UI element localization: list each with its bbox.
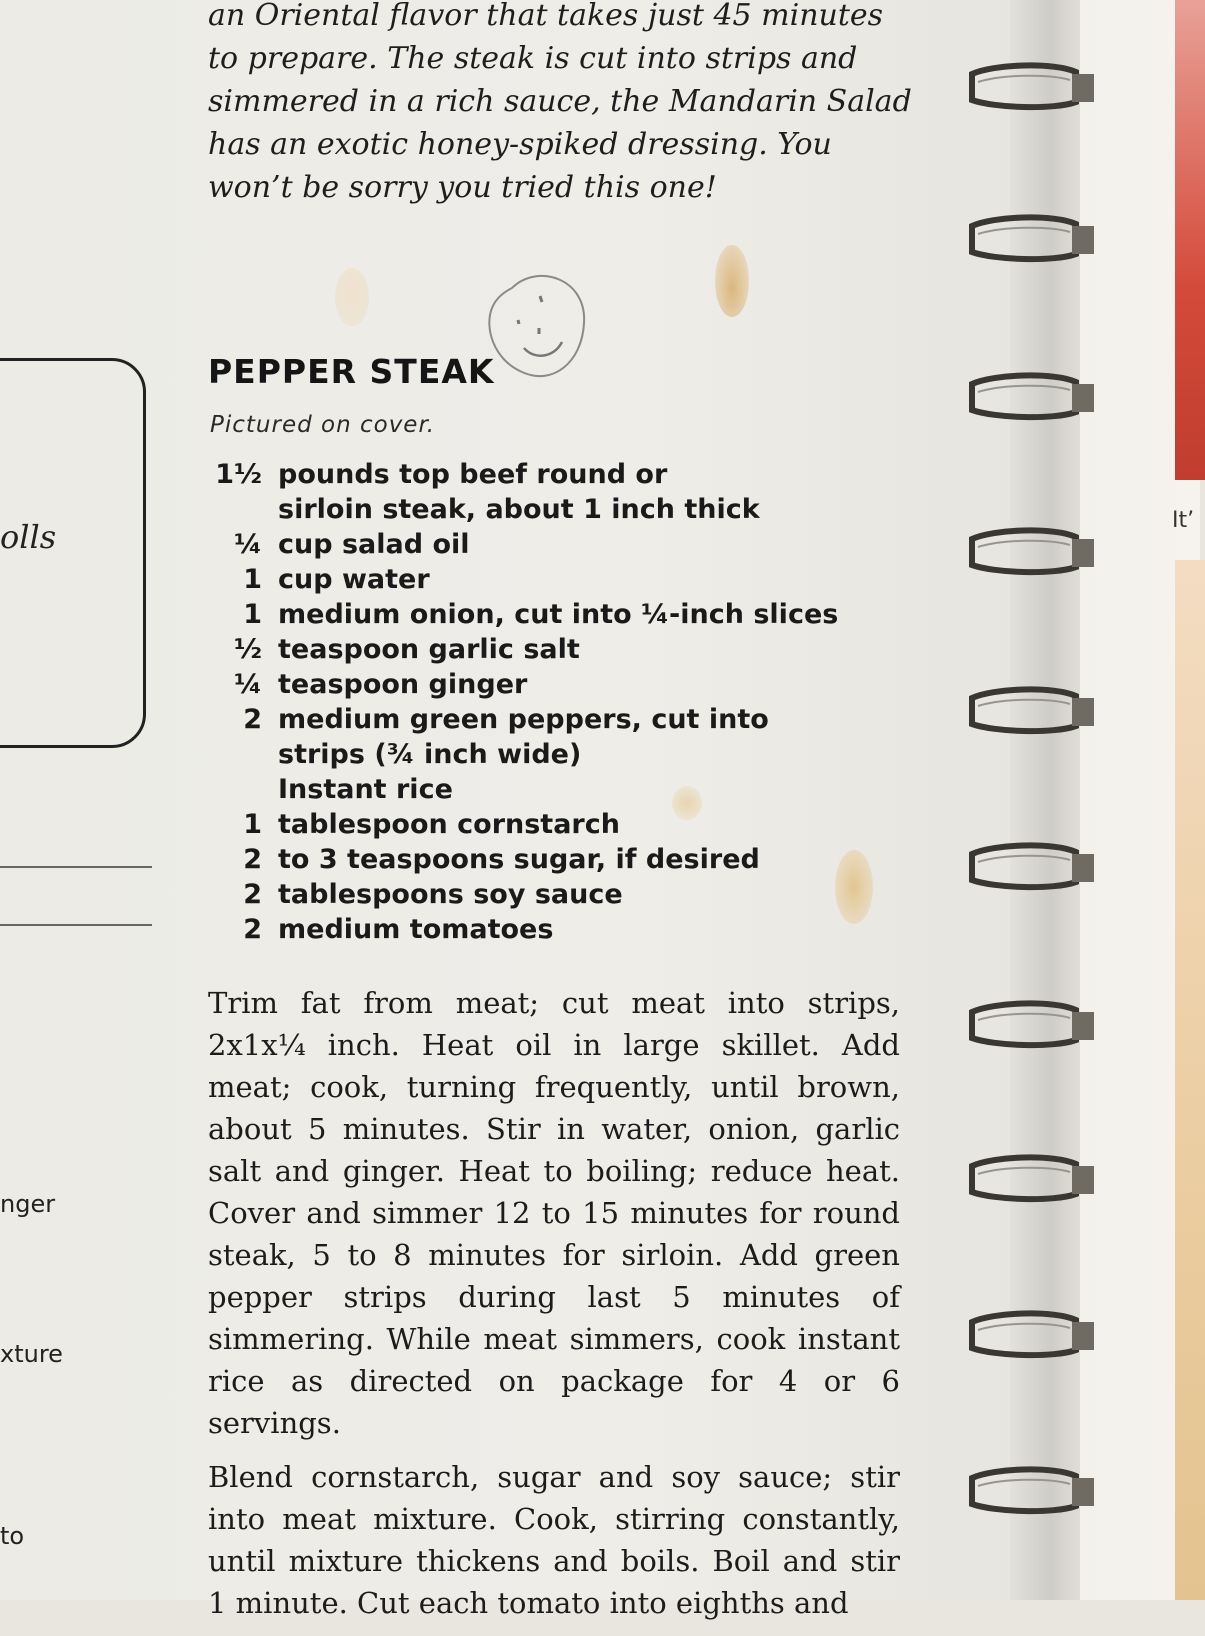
ingredient-desc: medium onion, cut into ¼-inch slices (278, 599, 839, 630)
direction-paragraph: Blend cornstarch, sugar and soy sauce; stir into meat mixture. Cook, stirring constantly, until mixture thickens and boils. Boil and stir 1 minute. Cut each tomato into eighths and (208, 1460, 900, 1620)
grease-stain (715, 245, 749, 317)
ingredient-qty: 1½ (215, 459, 262, 490)
spiral-ring-icon (972, 1313, 1094, 1355)
spiral-ring-icon (972, 65, 1094, 107)
adjacent-page-text: It’ (1172, 508, 1195, 533)
pencil-smiley-icon (482, 268, 592, 388)
intro-paragraph (208, 0, 928, 209)
ingredient-desc: Instant rice (278, 774, 453, 805)
spiral-ring-icon (972, 845, 1094, 887)
ingredient-qty: 2 (243, 914, 262, 945)
cover-photo-edge (1175, 0, 1205, 480)
ingredient-desc: sirloin steak, about 1 inch thick (278, 494, 760, 525)
ingredient-qty: 1 (243, 564, 262, 595)
divider-rule (0, 924, 152, 926)
ingredient-desc: cup water (278, 564, 430, 595)
intro-line: an Oriental flavor that takes just 45 minutes (208, 0, 884, 33)
adjacent-text-fragment: xture (0, 1340, 63, 1368)
adjacent-text-fragment: nger (0, 1190, 56, 1218)
ingredient-desc: to 3 teaspoons sugar, if desired (278, 844, 760, 875)
spiral-ring-icon (972, 1469, 1094, 1511)
spiral-ring-icon (972, 375, 1094, 417)
recipe-title: PEPPER STEAK (208, 352, 495, 391)
spiral-ring-icon (972, 217, 1094, 259)
ingredient-qty (208, 492, 278, 527)
adjacent-box-text: olls (0, 518, 57, 556)
ingredient-qty: 2 (243, 844, 262, 875)
ingredient-desc: teaspoon ginger (278, 669, 528, 700)
grease-stain (335, 268, 369, 326)
recipe-directions (208, 982, 900, 1636)
spiral-ring-icon (972, 530, 1094, 572)
ingredient-item (208, 807, 908, 842)
ingredient-item (208, 702, 908, 737)
ingredient-qty: ¼ (234, 669, 262, 700)
ingredient-desc: medium tomatoes (278, 914, 554, 945)
intro-line: has an exotic honey-spiked dressing. You (208, 127, 832, 162)
ingredient-qty: 1 (243, 809, 262, 840)
ingredient-qty: 1 (243, 599, 262, 630)
ingredient-item (208, 842, 908, 877)
ingredient-item (208, 737, 908, 772)
ingredient-item (208, 492, 908, 527)
ingredient-item (208, 597, 908, 632)
direction-paragraph: Trim fat from meat; cut meat into strips, 2x1x¼ inch. Heat oil in large skillet. Add meat; cook, turning frequently, until brown, about 5 minutes. Stir in water, onion, garlic salt and ginger. Heat to boiling; reduce heat. Cover and simmer 12 to 15 minutes for round steak, 5 to 8 minutes for sirloin. Add green pepper strips during last 5 minutes of simmering. While meat simmers, cook instant rice as directed on package for 4 or 6 servings. (208, 986, 900, 1440)
ingredient-item (208, 667, 908, 702)
ingredient-desc: pounds top beef round or (278, 459, 668, 490)
intro-line: to prepare. The steak is cut into strips and (208, 41, 858, 76)
ingredient-item (208, 632, 908, 667)
ingredient-desc: tablespoons soy sauce (278, 879, 623, 910)
spiral-ring-icon (972, 1157, 1094, 1199)
ingredient-item (208, 912, 908, 947)
ingredient-qty: 2 (243, 879, 262, 910)
ingredient-qty: ¼ (234, 529, 262, 560)
ingredient-item (208, 562, 908, 597)
ingredient-desc: strips (¾ inch wide) (278, 739, 582, 770)
divider-rule (0, 866, 152, 868)
ingredient-qty (208, 772, 278, 807)
intro-line: simmered in a rich sauce, the Mandarin Salad (208, 84, 912, 119)
ingredient-item (208, 877, 908, 912)
ingredient-list (208, 457, 908, 947)
photo-edge (1175, 560, 1205, 1600)
ingredient-desc: tablespoon cornstarch (278, 809, 620, 840)
ingredient-desc: medium green peppers, cut into (278, 704, 769, 735)
ingredient-desc: cup salad oil (278, 529, 470, 560)
recipe-subtitle: Pictured on cover. (210, 412, 436, 438)
ingredient-desc: teaspoon garlic salt (278, 634, 580, 665)
ingredient-item (208, 772, 908, 807)
spiral-ring-icon (972, 689, 1094, 731)
intro-line: won’t be sorry you tried this one! (208, 170, 717, 205)
ingredient-item (208, 527, 908, 562)
ingredient-qty: ½ (234, 634, 262, 665)
ingredient-item (208, 457, 908, 492)
spiral-ring-icon (972, 1003, 1094, 1045)
adjacent-text-fragment: to (0, 1522, 25, 1550)
ingredient-qty (208, 737, 278, 772)
ingredient-qty: 2 (243, 704, 262, 735)
spiral-binding (964, 0, 1104, 1600)
